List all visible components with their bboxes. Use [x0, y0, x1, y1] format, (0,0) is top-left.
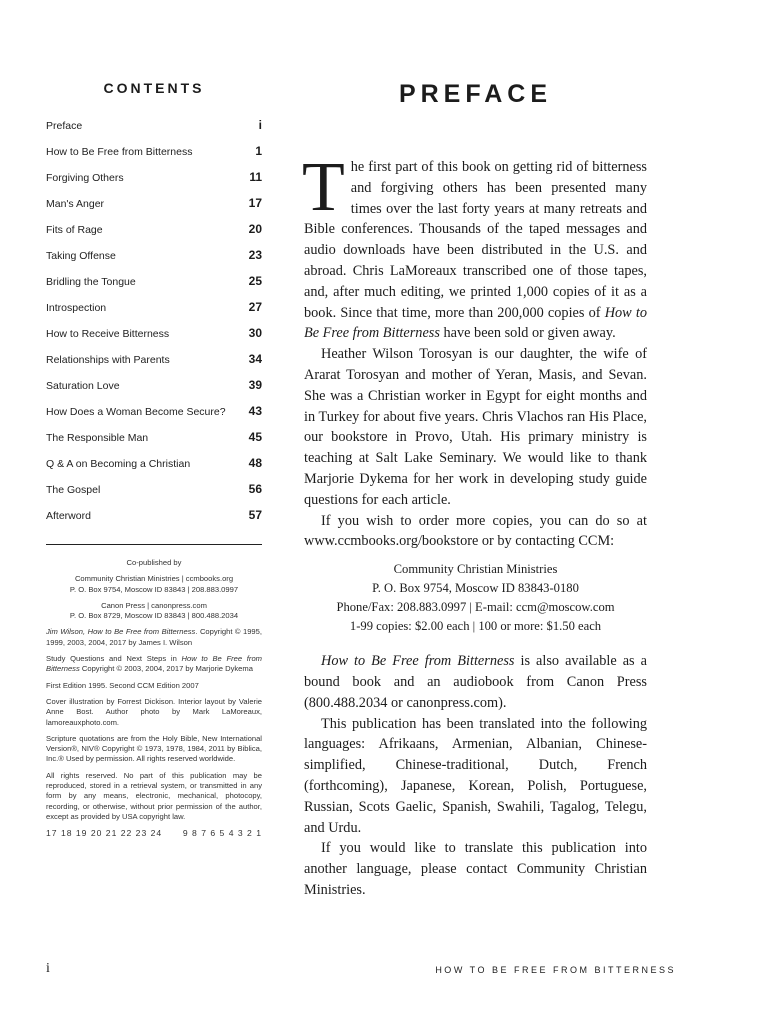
copyright-divider [46, 544, 262, 545]
publisher-canon-line1: Canon Press | canonpress.com [101, 600, 207, 610]
address-line-3: Phone/Fax: 208.883.0997 | E-mail: ccm@moscow.com [336, 600, 615, 615]
toc-entry [46, 430, 262, 456]
toc-entry-page: 17 [248, 196, 262, 210]
drop-cap: T [302, 149, 345, 226]
author-copyright [46, 627, 262, 648]
toc-entry-page: 27 [248, 300, 262, 314]
toc-entry-title: How to Receive Bitterness [46, 328, 170, 340]
printing-numbers: 9 8 7 6 5 4 3 2 1 [182, 828, 262, 839]
preface-p4-book-title: How to Be Free from Bitterness [321, 653, 515, 670]
toc-entry-page: 1 [255, 144, 262, 158]
copyright-block [46, 558, 262, 839]
copublished-label: Co-published by [126, 558, 182, 567]
toc-entry [46, 326, 262, 352]
preface-p1-text: he first part of this book on getting rid of bitterness and forgiving others has been presented many times over the last forty years at many retreats and Bible conferences. Thousands of the taped messages and audio downloads have been distributed in the U.S. and abroad. Chris LaMoreaux transcribed one of those tapes, and, after much editing, we printed 1,000 copies of it as a book. Since that time, more than 200,000 copies of [304, 159, 647, 321]
scripture-notice: Scripture quotations are from the Holy Bible, New International Version®, NIV® Copyright © 1973, 1978, 1984, 2011 by Biblica, Inc.® Used by permission. All rights reserved worldwide. [46, 733, 262, 764]
publisher-ccm-line2: P. O. Box 9754, Moscow ID 83843 | 208.883.0997 [69, 584, 239, 594]
toc-entry-title: The Responsible Man [46, 432, 149, 444]
publisher-canon [46, 601, 262, 622]
toc-entry-page: 20 [248, 222, 262, 236]
toc-entry-title: Taking Offense [46, 250, 116, 262]
toc-entry-title: How to Be Free from Bitterness [46, 146, 193, 158]
toc-entry [46, 196, 262, 222]
publisher-canon-line2: P. O. Box 8729, Moscow ID 83843 | 800.488.2034 [69, 611, 239, 621]
toc-entry-title: Preface [46, 120, 83, 132]
preface-title: PREFACE [398, 80, 553, 108]
study-copyright [46, 654, 262, 675]
publisher-ccm-line1: Community Christian Ministries | ccmbooks.org [74, 574, 234, 584]
toc-entry [46, 274, 262, 300]
address-line-1: Community Christian Ministries [393, 562, 558, 577]
toc-entry [46, 352, 262, 378]
toc-entry-page: 45 [248, 430, 262, 444]
toc-entry-title: How Does a Woman Become Secure? [46, 406, 226, 418]
toc-entry-title: Q & A on Becoming a Christian [46, 458, 191, 470]
toc-entry-title: Forgiving Others [46, 172, 124, 184]
running-head: HOW TO BE FREE FROM BITTERNESS [435, 965, 676, 975]
illustration-credits: Cover illustration by Forrest Dickison. Interior layout by Valerie Anne Bost. Author photo by Mark LaMoreaux, lamoreauxphoto.com. [46, 696, 262, 727]
toc-entry-page: i [258, 118, 262, 132]
toc-entry-title: Bridling the Tongue [46, 276, 136, 288]
address-line-2: P. O. Box 9754, Moscow ID 83843-0180 [372, 581, 579, 596]
toc-entry-page: 23 [248, 248, 262, 262]
author-copyright-suffix: . Copyright © 1995, 1999, 2003, 2004, 2017 by James I. Wilson [46, 627, 262, 647]
toc-entry-title: Relationships with Parents [46, 354, 170, 366]
toc-entry-page: 56 [248, 482, 262, 496]
toc-entry-page: 48 [248, 456, 262, 470]
address-line-4: 1-99 copies: $2.00 each | 100 or more: $1.50 each [349, 619, 602, 634]
toc-entry [46, 378, 262, 404]
contents-list [46, 118, 262, 534]
toc-entry-page: 57 [248, 508, 262, 522]
toc-entry-page: 39 [248, 378, 262, 392]
preface-paragraph-2: Heather Wilson Torosyan is our daughter, the wife of Ararat Torosyan and mother of Yeran, Masis, and Sevan. She was a Christian worker in Egypt for eight months and in Turkey for about five years. Chris Vlachos ran His Place, our bookstore in Provo, Utah. His primary ministry is teaching at Salt Lake Seminary. We would like to thank Marjorie Dykema for her work in developing study guide questions for each article. [304, 346, 647, 508]
preface-paragraph-3: If you wish to order more copies, you can do so at www.ccmbooks.org/bookstore or by contacting CCM: [304, 512, 647, 550]
toc-entry [46, 508, 262, 534]
preface-paragraph-5: This publication has been translated into the following languages: Afrikaans, Armenian, Albanian, Chinese-simplified, Chinese-traditional, Dutch, French (forthcoming), Japanese, Korean, Polish, Portuguese, Russian, Scots Gaelic, Spanish, Swahili, Tagalog, Telegu, and Urdu. [304, 715, 647, 836]
toc-entry-page: 34 [248, 352, 262, 366]
toc-entry [46, 248, 262, 274]
toc-entry [46, 144, 262, 170]
toc-entry [46, 404, 262, 430]
printing-years: 17 18 19 20 21 22 23 24 [46, 828, 163, 839]
toc-entry-page: 11 [249, 170, 262, 184]
page-number: i [46, 961, 50, 976]
contents-heading: CONTENTS [103, 80, 205, 96]
toc-entry-page: 30 [248, 326, 262, 340]
preface-paragraph-1 [302, 149, 647, 344]
rights-notice: All rights reserved. No part of this publication may be reproduced, stored in a retrieval system, or transmitted in any form by any means, electronic, mechanical, photocopy, recording, or otherwise, without prior permission of the author, except as provided by USA copyright law. [46, 770, 262, 821]
toc-entry [46, 170, 262, 196]
toc-entry-title: The Gospel [46, 484, 101, 496]
toc-entry-page: 25 [248, 274, 262, 288]
study-copyright-title: How to Be Free from Bitterness [46, 654, 262, 674]
edition-note: First Edition 1995. Second CCM Edition 2007 [46, 680, 199, 690]
study-copyright-prefix: Study Questions and Next Steps in [46, 654, 182, 664]
toc-entry-title: Introspection [46, 302, 107, 314]
toc-entry [46, 482, 262, 508]
preface-p4-text: is also available as a bound book and an audiobook from Canon Press (800.488.2034 or canonpress.com). [304, 653, 647, 711]
preface-paragraph-4 [304, 651, 647, 713]
toc-entry [46, 222, 262, 248]
toc-entry-page: 43 [248, 404, 262, 418]
author-copyright-prefix: Jim Wilson, [46, 627, 88, 637]
printing-line [46, 828, 262, 838]
toc-entry [46, 118, 262, 144]
toc-entry [46, 456, 262, 482]
preface-paragraph-6: If you would like to translate this publication into another language, please contact Community Christian Ministries. [304, 840, 647, 898]
publisher-ccm [46, 574, 262, 595]
preface-p1-end: have been sold or given away. [439, 325, 616, 342]
toc-entry-title: Afterword [46, 510, 91, 522]
preface-p1-book-title: How to Be Free from Bitterness [304, 304, 647, 342]
toc-entry-title: Man's Anger [46, 198, 105, 210]
toc-entry [46, 300, 262, 326]
preface-body [302, 149, 647, 901]
ccm-address [304, 560, 647, 636]
toc-entry-title: Saturation Love [46, 380, 120, 392]
toc-entry-title: Fits of Rage [46, 224, 103, 236]
study-copyright-suffix: Copyright © 2003, 2004, 2017 by Marjorie Dykema [79, 664, 253, 674]
author-copyright-title: How to Be Free from Bitterness [87, 627, 196, 637]
